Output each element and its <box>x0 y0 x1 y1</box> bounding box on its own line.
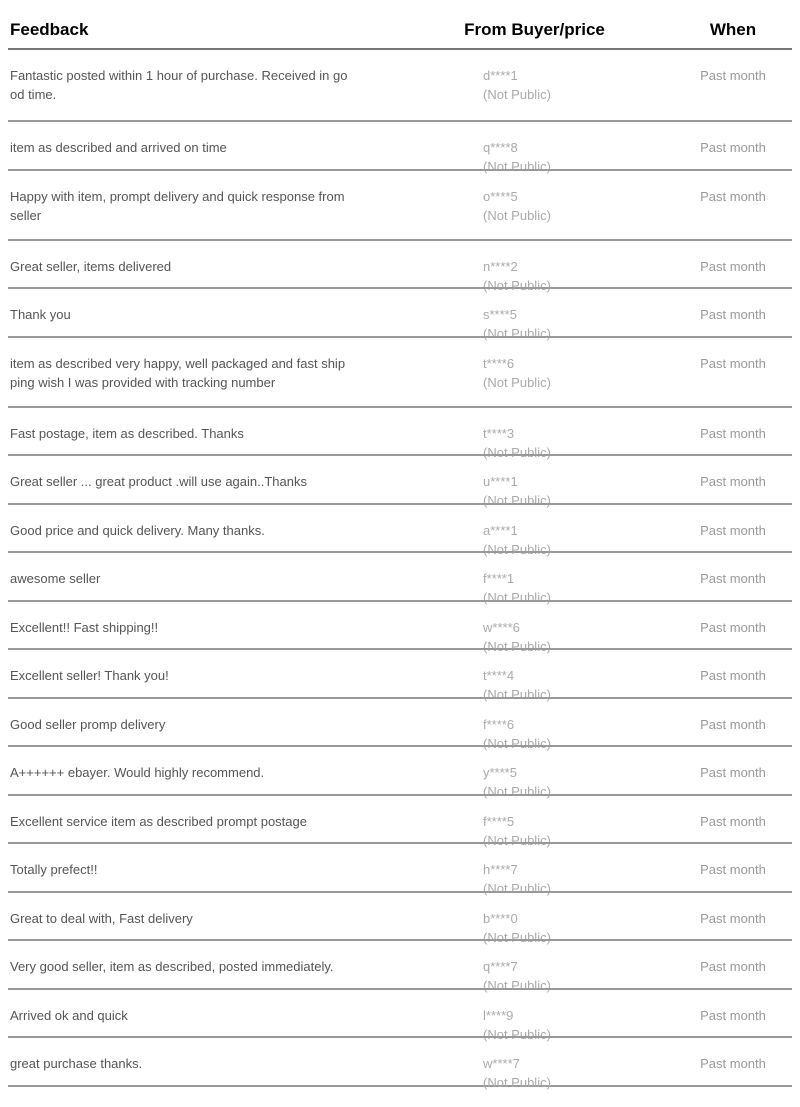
buyer-privacy-note: (Not Public) <box>483 374 551 390</box>
feedback-when: Past month <box>700 140 766 155</box>
buyer-id: q****7 <box>483 959 518 974</box>
buyer-privacy-note: (Not Public) <box>483 590 551 605</box>
feedback-text: Thank you <box>10 307 71 322</box>
feedback-when: Past month <box>700 188 766 204</box>
buyer-id: o****5 <box>483 188 518 204</box>
buyer-id: s****5 <box>483 307 517 322</box>
feedback-row <box>8 239 792 293</box>
feedback-when: Past month <box>700 522 766 538</box>
buyer-privacy-note: (Not Public) <box>483 978 551 993</box>
feedback-when: Past month <box>700 258 766 274</box>
buyer-cell <box>450 1038 615 1090</box>
buyer-id: b****0 <box>483 910 518 926</box>
feedback-text: Fantastic posted within 1 hour of purchase. Received in go od time. <box>10 68 348 102</box>
buyer-cell <box>450 796 615 848</box>
feedback-when: Past month <box>700 813 766 829</box>
buyer-cell <box>450 122 615 174</box>
buyer-privacy-note: (Not Public) <box>483 207 551 223</box>
feedback-row <box>8 287 792 341</box>
buyer-privacy-note: (Not Public) <box>483 832 551 848</box>
buyer-id: t****4 <box>483 668 515 683</box>
feedback-text: Very good seller, item as described, posted immediately. <box>10 959 334 974</box>
column-header-feedback: Feedback <box>10 20 89 39</box>
feedback-text: item as described and arrived on time <box>10 140 227 155</box>
feedback-row <box>8 551 792 605</box>
feedback-when: Past month <box>700 716 766 732</box>
buyer-cell <box>450 408 615 460</box>
buyer-privacy-note: (Not Public) <box>483 638 551 654</box>
feedback-when: Past month <box>700 668 766 683</box>
buyer-cell <box>450 289 615 341</box>
feedback-row <box>8 745 792 799</box>
buyer-cell <box>450 893 615 945</box>
buyer-cell <box>450 338 615 406</box>
feedback-row <box>8 503 792 557</box>
feedback-row <box>8 842 792 896</box>
buyer-privacy-note: (Not Public) <box>483 735 551 751</box>
feedback-text: Great to deal with, Fast delivery <box>10 910 193 926</box>
buyer-id: u****1 <box>483 474 518 489</box>
feedback-text: Fast postage, item as described. Thanks <box>10 425 244 441</box>
buyer-cell <box>450 941 615 993</box>
feedback-row <box>8 454 792 508</box>
feedback-table <box>8 0 792 1090</box>
feedback-text: Great seller, items delivered <box>10 258 172 274</box>
buyer-cell <box>450 990 615 1042</box>
buyer-privacy-note: (Not Public) <box>483 784 551 799</box>
buyer-cell <box>450 650 615 702</box>
buyer-id: w****7 <box>483 1056 520 1071</box>
feedback-text: Happy with item, prompt delivery and quick response from seller <box>10 188 345 223</box>
feedback-when: Past month <box>700 1056 766 1071</box>
buyer-privacy-note: (Not Public) <box>483 1026 551 1042</box>
buyer-id: t****3 <box>483 425 515 441</box>
feedback-row <box>8 648 792 702</box>
feedback-when: Past month <box>700 959 766 974</box>
feedback-row <box>8 794 792 848</box>
buyer-cell <box>450 602 615 654</box>
feedback-when: Past month <box>700 765 766 780</box>
buyer-id: n****2 <box>483 258 518 274</box>
feedback-when: Past month <box>700 619 766 635</box>
feedback-table-body <box>8 50 792 1090</box>
buyer-privacy-note: (Not Public) <box>483 881 551 896</box>
buyer-privacy-note: (Not Public) <box>483 541 551 557</box>
column-header-when: When <box>709 20 757 39</box>
buyer-cell <box>450 844 615 896</box>
feedback-table-header <box>8 0 792 50</box>
buyer-id: f****6 <box>483 716 515 732</box>
feedback-text: Totally prefect!! <box>10 862 98 877</box>
table-bottom-divider <box>8 1085 792 1087</box>
feedback-text: A++++++ ebayer. Would highly recommend. <box>10 765 265 780</box>
feedback-when: Past month <box>700 910 766 926</box>
buyer-cell <box>450 456 615 508</box>
feedback-when: Past month <box>700 355 766 371</box>
buyer-privacy-note: (Not Public) <box>483 1075 551 1090</box>
feedback-row <box>8 406 792 460</box>
feedback-text: awesome seller <box>10 571 101 586</box>
buyer-privacy-note: (Not Public) <box>483 929 551 945</box>
feedback-text: Arrived ok and quick <box>10 1007 128 1023</box>
feedback-when: Past month <box>700 571 766 586</box>
buyer-cell <box>450 505 615 557</box>
feedback-row <box>8 120 792 174</box>
feedback-when: Past month <box>700 474 766 489</box>
buyer-privacy-note: (Not Public) <box>483 444 551 460</box>
feedback-row <box>8 697 792 751</box>
buyer-id: a****1 <box>483 522 518 538</box>
buyer-id: f****1 <box>483 571 515 586</box>
feedback-text: Good price and quick delivery. Many thanks. <box>10 522 265 538</box>
feedback-text: item as described very happy, well packaged and fast ship ping wish I was provided with tracking number <box>10 355 346 390</box>
feedback-row <box>8 939 792 993</box>
buyer-privacy-note: (Not Public) <box>483 87 551 102</box>
buyer-cell <box>450 553 615 605</box>
buyer-id: d****1 <box>483 68 518 83</box>
buyer-privacy-note: (Not Public) <box>483 493 551 508</box>
feedback-row <box>8 1036 792 1090</box>
feedback-when: Past month <box>700 1007 766 1023</box>
feedback-text: Excellent service item as described prompt postage <box>10 813 307 829</box>
feedback-when: Past month <box>700 425 766 441</box>
buyer-id: w****6 <box>483 619 520 635</box>
buyer-id: l****9 <box>483 1007 514 1023</box>
feedback-row <box>8 169 792 239</box>
feedback-text: Excellent!! Fast shipping!! <box>10 619 159 635</box>
buyer-privacy-note: (Not Public) <box>483 277 551 293</box>
feedback-row <box>8 891 792 945</box>
buyer-cell <box>450 50 615 120</box>
buyer-privacy-note: (Not Public) <box>483 687 551 702</box>
buyer-id: f****5 <box>483 813 515 829</box>
feedback-text: Great seller ... great product .will use again..Thanks <box>10 474 307 489</box>
buyer-privacy-note: (Not Public) <box>483 326 551 341</box>
feedback-row <box>8 600 792 654</box>
buyer-id: t****6 <box>483 355 515 371</box>
feedback-text: great purchase thanks. <box>10 1056 143 1071</box>
feedback-when: Past month <box>700 862 766 877</box>
buyer-cell <box>450 241 615 293</box>
feedback-text: Good seller promp delivery <box>10 716 166 732</box>
feedback-when: Past month <box>700 307 766 322</box>
buyer-privacy-note: (Not Public) <box>483 159 551 174</box>
feedback-text: Excellent seller! Thank you! <box>10 668 169 683</box>
buyer-id: y****5 <box>483 765 517 780</box>
buyer-cell <box>450 699 615 751</box>
column-header-from-buyer-price: From Buyer/price <box>464 20 605 39</box>
buyer-id: q****8 <box>483 140 518 155</box>
feedback-row <box>8 336 792 406</box>
feedback-row <box>8 988 792 1042</box>
buyer-id: h****7 <box>483 862 518 877</box>
feedback-row <box>8 50 792 120</box>
feedback-when: Past month <box>700 68 766 83</box>
buyer-cell <box>450 171 615 239</box>
buyer-cell <box>450 747 615 799</box>
